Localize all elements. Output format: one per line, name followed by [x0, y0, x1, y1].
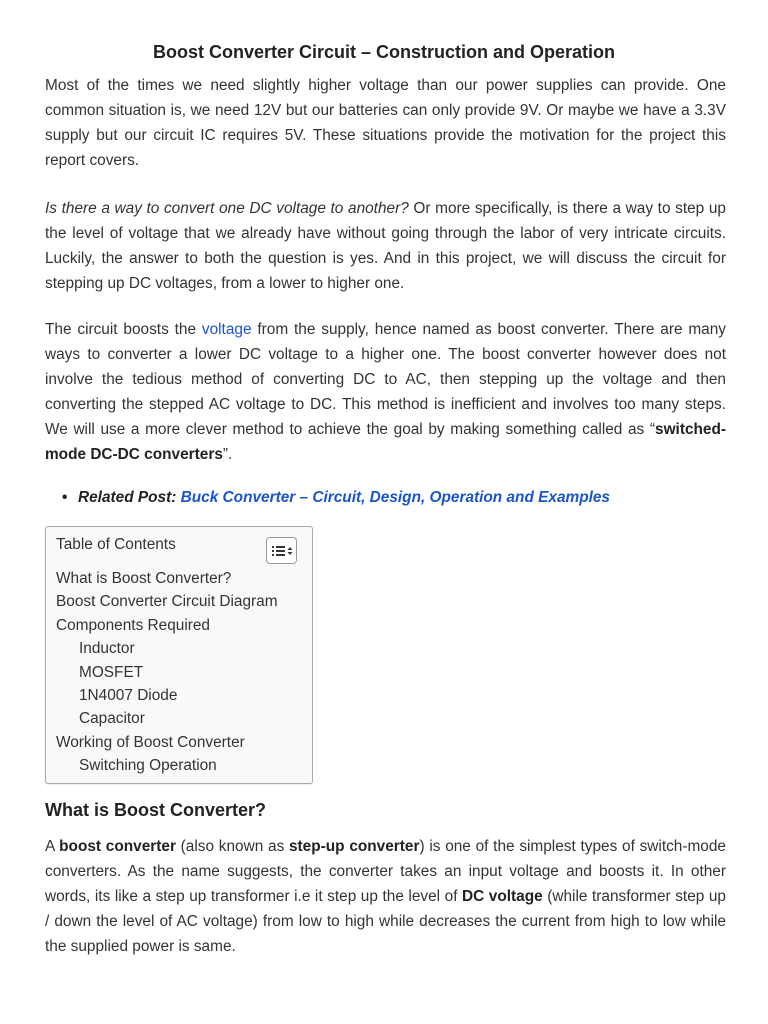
- method-paragraph: [45, 318, 726, 467]
- section-heading: What is Boost Converter?: [45, 800, 267, 820]
- toc-list: [56, 567, 278, 778]
- voltage-link[interactable]: voltage: [201, 321, 252, 338]
- toc-item[interactable]: 1N4007 Diode: [79, 687, 178, 705]
- definition-text-c: ) is one of the simplest types of switch-mode converters. As the name suggests, the converter takes an input voltage and boosts it. In other words, its like a step up transformer i.e it step up the level of: [45, 838, 726, 905]
- toc-item[interactable]: Working of Boost Converter: [56, 733, 245, 751]
- toc-title: Table of Contents: [56, 536, 176, 553]
- list-toggle-icon: [271, 544, 293, 558]
- related-post: [62, 486, 742, 510]
- method-text-a: The circuit boosts the: [45, 321, 202, 338]
- definition-text-d: (while transformer step up / down the level of AC voltage) from low to high while decreases the current from high to low while the supplied power is same.: [45, 887, 726, 955]
- question-answer-text: Or more specifically, is there a way to step up the level of voltage that we already have without going through the labor of very intricate circuits. Luckily, the answer to both the question is yes. And in this project, we will discuss the circuit for stepping up DC voltages, from a lower to higher one.: [45, 200, 726, 292]
- intro-paragraph: [45, 74, 726, 174]
- page-title: Boost Converter Circuit – Construction and Operation: [152, 42, 616, 62]
- toc-item[interactable]: Boost Converter Circuit Diagram: [56, 593, 278, 611]
- method-text-b: from the supply, hence named as boost converter. There are many ways to converter a lower DC voltage to a higher one. The boost converter however does not involve the tedious method of converting DC to AC, then stepping up the voltage and then converting the stepped AC voltage to DC. This method is inefficient and involves too many steps. We will use a more clever method to achieve the goal by making something called as “: [45, 321, 726, 438]
- dc-voltage-term: DC voltage: [462, 887, 543, 905]
- boost-converter-term: boost converter: [59, 838, 176, 855]
- related-post-link[interactable]: Buck Converter – Circuit, Design, Operation and Examples: [180, 489, 610, 506]
- toc-item[interactable]: Switching Operation: [79, 757, 217, 775]
- intro-text: Most of the times we need slightly higher voltage than our power supplies can provide. One common situation is, we need 12V but our batteries can only provide 9V. Or maybe we have a 3.3V supply but our circuit IC requires 5V. These situations provide the motivation for the project this report covers.: [45, 77, 726, 169]
- step-up-converter-term: step-up converter: [289, 838, 420, 855]
- toc-item[interactable]: Components Required: [56, 616, 210, 634]
- smps-term: switched-mode DC-DC converters: [45, 420, 726, 463]
- toc-item[interactable]: What is Boost Converter?: [56, 570, 232, 587]
- toc-item[interactable]: Inductor: [79, 640, 135, 658]
- definition-text-a: A: [45, 838, 60, 855]
- toc-toggle-button[interactable]: [266, 537, 297, 564]
- table-of-contents: [45, 526, 313, 784]
- bullet-icon: •: [62, 489, 68, 506]
- related-post-label: Related Post:: [78, 489, 177, 506]
- definition-text-b: (also known as: [175, 838, 289, 855]
- toc-item[interactable]: Capacitor: [79, 710, 145, 728]
- toc-item[interactable]: MOSFET: [79, 663, 144, 681]
- question-paragraph: [45, 197, 726, 297]
- method-text-c: ”.: [222, 445, 233, 463]
- question-text: Is there a way to convert one DC voltage to another?: [45, 200, 409, 217]
- definition-paragraph: [45, 835, 726, 960]
